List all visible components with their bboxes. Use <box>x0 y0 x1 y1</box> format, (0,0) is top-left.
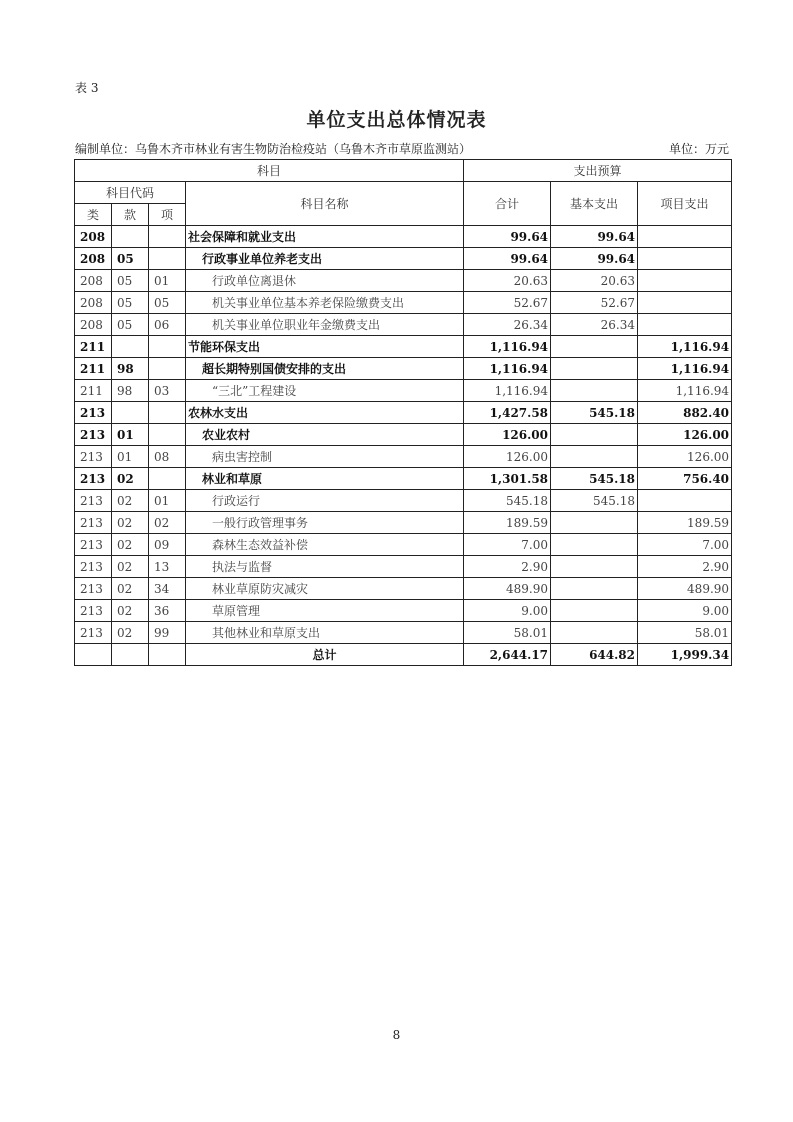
sub-item-code <box>149 468 186 490</box>
subject-name: 草原管理 <box>186 600 464 622</box>
subject-name: 林业草原防灾减灾 <box>186 578 464 600</box>
subject-name: 农业农村 <box>186 424 464 446</box>
total-amount: 20.63 <box>464 270 551 292</box>
currency-unit: 单位：万元 <box>668 142 729 156</box>
total-amount: 9.00 <box>464 600 551 622</box>
basic-amount: 20.63 <box>551 270 638 292</box>
class-code: 213 <box>75 512 112 534</box>
subject-name: 机关事业单位基本养老保险缴费支出 <box>186 292 464 314</box>
class-code: 213 <box>75 578 112 600</box>
table-row <box>75 270 732 292</box>
total-amount: 1,116.94 <box>464 380 551 402</box>
table-row <box>75 424 732 446</box>
sub-item-code: 13 <box>149 556 186 578</box>
subject-name: 行政运行 <box>186 490 464 512</box>
grand-total-row <box>75 644 732 666</box>
class-code: 211 <box>75 358 112 380</box>
class-code: 208 <box>75 270 112 292</box>
basic-amount <box>551 358 638 380</box>
header-total: 合计 <box>464 182 551 226</box>
header-budget: 支出预算 <box>464 160 732 182</box>
class-code: 213 <box>75 534 112 556</box>
class-code: 211 <box>75 336 112 358</box>
item-code: 05 <box>112 314 149 336</box>
project-amount: 2.90 <box>638 556 732 578</box>
table-row <box>75 622 732 644</box>
grand-total-amount: 2,644.17 <box>464 644 551 666</box>
class-code: 213 <box>75 490 112 512</box>
table-row <box>75 490 732 512</box>
project-amount: 126.00 <box>638 446 732 468</box>
total-amount: 2.90 <box>464 556 551 578</box>
project-amount: 1,116.94 <box>638 336 732 358</box>
item-code: 01 <box>112 446 149 468</box>
item-code: 02 <box>112 534 149 556</box>
project-amount: 9.00 <box>638 600 732 622</box>
basic-amount <box>551 336 638 358</box>
project-amount: 126.00 <box>638 424 732 446</box>
basic-amount <box>551 380 638 402</box>
class-code: 213 <box>75 402 112 424</box>
class-code: 208 <box>75 314 112 336</box>
item-code: 02 <box>112 556 149 578</box>
table-row <box>75 292 732 314</box>
total-amount: 126.00 <box>464 446 551 468</box>
item-code <box>112 402 149 424</box>
subject-name: 社会保障和就业支出 <box>186 226 464 248</box>
basic-amount <box>551 578 638 600</box>
item-code: 02 <box>112 490 149 512</box>
item-code: 02 <box>112 578 149 600</box>
project-amount: 7.00 <box>638 534 732 556</box>
page-title: 单位支出总体情况表 <box>306 109 487 131</box>
item-code: 02 <box>112 622 149 644</box>
total-amount: 1,116.94 <box>464 358 551 380</box>
subject-name: 超长期特别国债安排的支出 <box>186 358 464 380</box>
header-class: 类 <box>75 204 112 226</box>
sub-item-code: 02 <box>149 512 186 534</box>
header-basic: 基本支出 <box>551 182 638 226</box>
class-code: 208 <box>75 248 112 270</box>
basic-amount <box>551 600 638 622</box>
basic-amount: 99.64 <box>551 248 638 270</box>
item-code <box>112 644 149 666</box>
subject-name: 其他林业和草原支出 <box>186 622 464 644</box>
total-amount: 99.64 <box>464 248 551 270</box>
basic-amount: 26.34 <box>551 314 638 336</box>
project-amount <box>638 270 732 292</box>
table-row <box>75 314 732 336</box>
sub-item-code: 99 <box>149 622 186 644</box>
subject-name: “三北”工程建设 <box>186 380 464 402</box>
sub-item-code <box>149 248 186 270</box>
subject-name: 一般行政管理事务 <box>186 512 464 534</box>
class-code: 213 <box>75 622 112 644</box>
header-item: 款 <box>112 204 149 226</box>
total-amount: 1,427.58 <box>464 402 551 424</box>
table-row <box>75 380 732 402</box>
class-code: 208 <box>75 226 112 248</box>
table-row <box>75 512 732 534</box>
table-row <box>75 556 732 578</box>
project-amount: 1,116.94 <box>638 358 732 380</box>
table-number-label: 表 3 <box>75 81 99 95</box>
header-code: 科目代码 <box>75 182 186 204</box>
class-code: 213 <box>75 446 112 468</box>
basic-amount <box>551 556 638 578</box>
sub-item-code: 01 <box>149 490 186 512</box>
project-amount: 58.01 <box>638 622 732 644</box>
subject-name: 林业和草原 <box>186 468 464 490</box>
item-code: 05 <box>112 248 149 270</box>
table-meta <box>75 140 729 157</box>
project-amount <box>638 248 732 270</box>
sub-item-code: 36 <box>149 600 186 622</box>
basic-amount <box>551 622 638 644</box>
total-amount: 126.00 <box>464 424 551 446</box>
table-row <box>75 402 732 424</box>
basic-amount <box>551 534 638 556</box>
project-amount: 756.40 <box>638 468 732 490</box>
item-code <box>112 336 149 358</box>
total-amount: 58.01 <box>464 622 551 644</box>
total-amount: 7.00 <box>464 534 551 556</box>
table-row <box>75 358 732 380</box>
sub-item-code: 03 <box>149 380 186 402</box>
sub-item-code <box>149 358 186 380</box>
table-row <box>75 468 732 490</box>
item-code: 05 <box>112 270 149 292</box>
project-amount: 189.59 <box>638 512 732 534</box>
table-row <box>75 248 732 270</box>
sub-item-code <box>149 402 186 424</box>
project-amount <box>638 226 732 248</box>
grand-total-label: 总计 <box>186 644 464 666</box>
subject-name: 行政事业单位养老支出 <box>186 248 464 270</box>
sub-item-code <box>149 644 186 666</box>
class-code: 213 <box>75 468 112 490</box>
total-amount: 545.18 <box>464 490 551 512</box>
basic-amount: 545.18 <box>551 402 638 424</box>
basic-amount <box>551 446 638 468</box>
item-code: 01 <box>112 424 149 446</box>
total-amount: 1,301.58 <box>464 468 551 490</box>
subject-name: 农林水支出 <box>186 402 464 424</box>
project-amount: 1,116.94 <box>638 380 732 402</box>
basic-amount <box>551 424 638 446</box>
project-amount <box>638 490 732 512</box>
sub-item-code: 09 <box>149 534 186 556</box>
grand-total-basic: 644.82 <box>551 644 638 666</box>
subject-name: 行政单位离退休 <box>186 270 464 292</box>
sub-item-code <box>149 424 186 446</box>
sub-item-code <box>149 336 186 358</box>
project-amount: 489.90 <box>638 578 732 600</box>
subject-name: 节能环保支出 <box>186 336 464 358</box>
subject-name: 森林生态效益补偿 <box>186 534 464 556</box>
basic-amount: 99.64 <box>551 226 638 248</box>
basic-amount: 52.67 <box>551 292 638 314</box>
total-amount: 99.64 <box>464 226 551 248</box>
total-amount: 26.34 <box>464 314 551 336</box>
subject-name: 病虫害控制 <box>186 446 464 468</box>
header-subject: 科目 <box>75 160 464 182</box>
basic-amount <box>551 512 638 534</box>
sub-item-code: 08 <box>149 446 186 468</box>
item-code: 02 <box>112 468 149 490</box>
total-amount: 489.90 <box>464 578 551 600</box>
page-number: 8 <box>392 1028 401 1042</box>
table-row <box>75 226 732 248</box>
class-code <box>75 644 112 666</box>
sub-item-code <box>149 226 186 248</box>
class-code: 213 <box>75 424 112 446</box>
item-code: 02 <box>112 512 149 534</box>
class-code: 208 <box>75 292 112 314</box>
header-name: 科目名称 <box>186 182 464 226</box>
table-row <box>75 446 732 468</box>
class-code: 213 <box>75 600 112 622</box>
grand-total-project: 1,999.34 <box>638 644 732 666</box>
basic-amount: 545.18 <box>551 468 638 490</box>
header-sub-item: 项 <box>149 204 186 226</box>
subject-name: 机关事业单位职业年金缴费支出 <box>186 314 464 336</box>
sub-item-code: 06 <box>149 314 186 336</box>
project-amount <box>638 292 732 314</box>
sub-item-code: 34 <box>149 578 186 600</box>
basic-amount: 545.18 <box>551 490 638 512</box>
item-code: 98 <box>112 380 149 402</box>
expenditure-table <box>74 159 732 666</box>
table-row <box>75 336 732 358</box>
item-code: 02 <box>112 600 149 622</box>
item-code: 05 <box>112 292 149 314</box>
project-amount <box>638 314 732 336</box>
table-row <box>75 600 732 622</box>
class-code: 213 <box>75 556 112 578</box>
subject-name: 执法与监督 <box>186 556 464 578</box>
total-amount: 1,116.94 <box>464 336 551 358</box>
project-amount: 882.40 <box>638 402 732 424</box>
sub-item-code: 05 <box>149 292 186 314</box>
table-row <box>75 534 732 556</box>
item-code: 98 <box>112 358 149 380</box>
sub-item-code: 01 <box>149 270 186 292</box>
total-amount: 189.59 <box>464 512 551 534</box>
class-code: 211 <box>75 380 112 402</box>
table-row <box>75 578 732 600</box>
total-amount: 52.67 <box>464 292 551 314</box>
item-code <box>112 226 149 248</box>
header-project: 项目支出 <box>638 182 732 226</box>
compiler-unit: 编制单位：乌鲁木齐市林业有害生物防治检疫站（乌鲁木齐市草原监测站） <box>75 142 472 156</box>
